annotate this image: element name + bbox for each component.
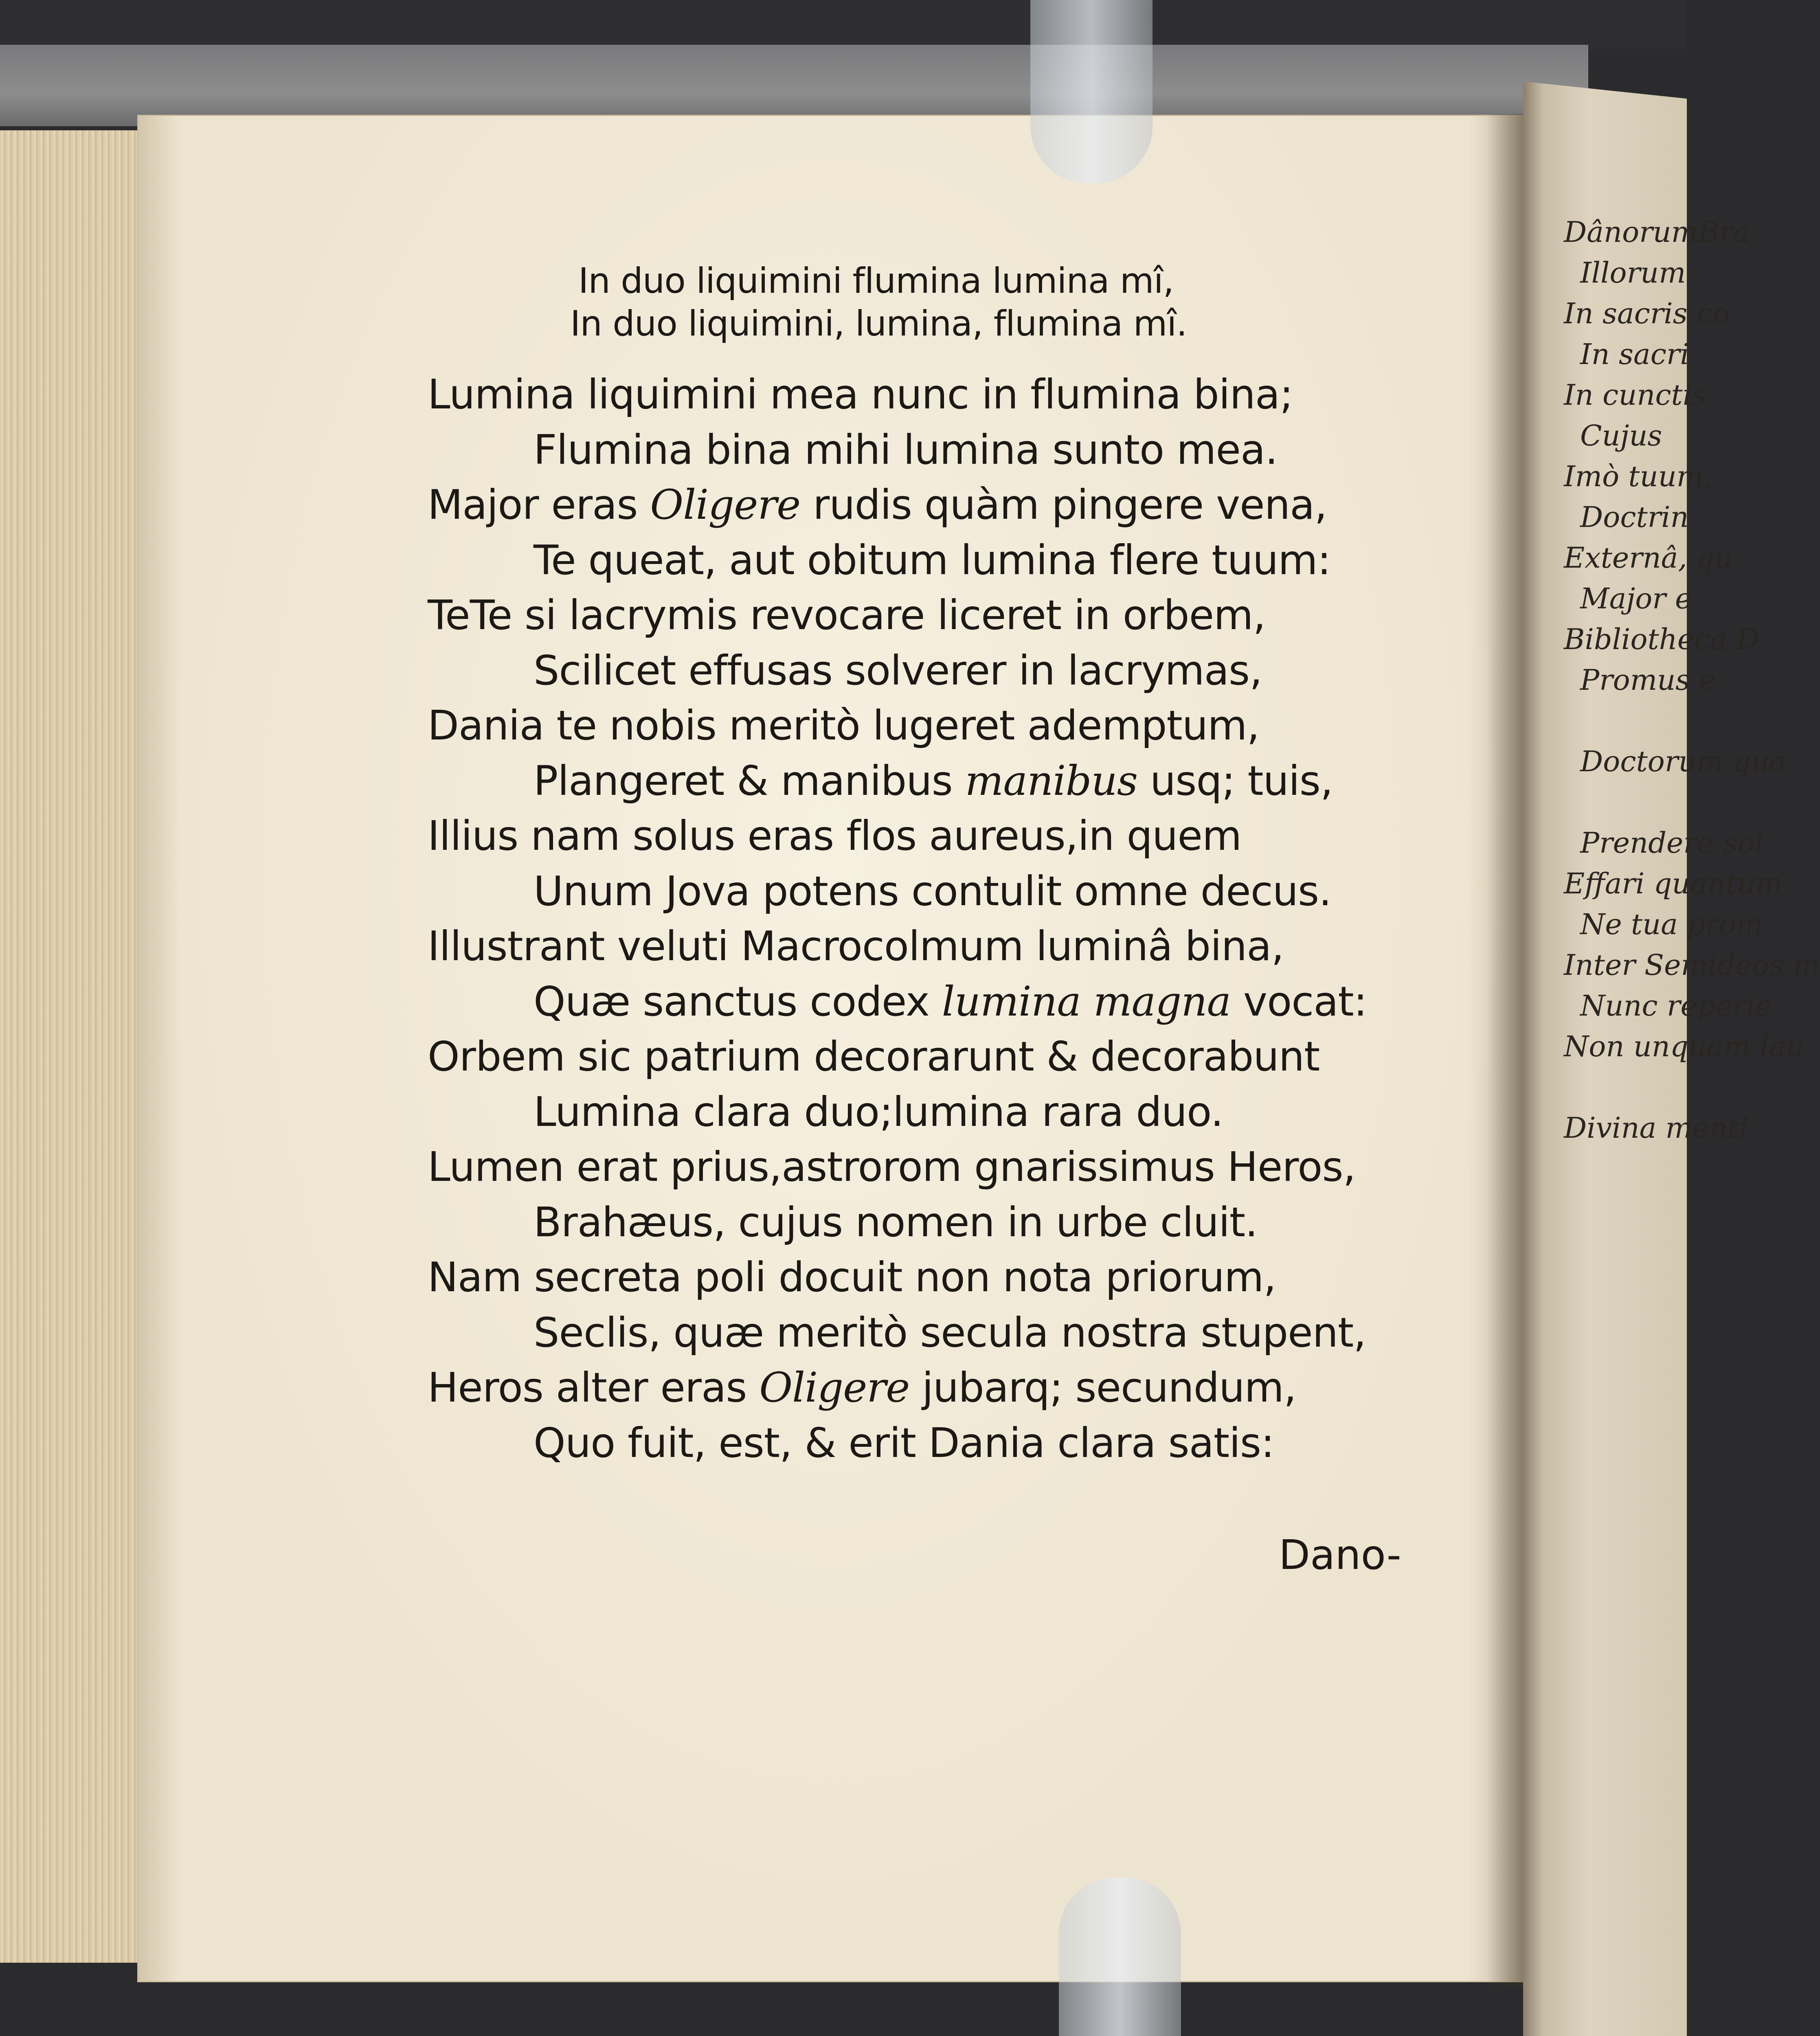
verse-line: Te queat, aut obitum lumina flere tuum: — [533, 536, 1331, 584]
verse-line: Orbem sic patrium decorarunt & decorabunt — [428, 1033, 1320, 1080]
italic-word: lumina magna — [942, 977, 1231, 1025]
verse-line: TeTe si lacrymis revocare liceret in orbem, — [428, 591, 1266, 639]
facing-page-line: Ne tua prom — [1580, 908, 1763, 941]
facing-page-line: DânorumBra — [1564, 215, 1750, 249]
catchword: Dano- — [1279, 1531, 1401, 1579]
facing-page-text — [1564, 212, 1820, 1148]
heading-line: In duo liquimini flumina lumina mî, — [578, 261, 1174, 301]
facing-page-line: Externâ, qu — [1564, 541, 1733, 575]
verse-line: Brahæus, cujus nomen in urbe cluit. — [533, 1198, 1258, 1246]
facing-page-line: Major e — [1580, 582, 1692, 615]
verse-line: Unum Jova potens contulit omne decus. — [533, 867, 1331, 915]
verse-line: Major eras Oligere rudis quàm pingere vena, — [428, 481, 1327, 529]
facing-page-line: Cujus — [1580, 419, 1662, 452]
verse-line: Lumen erat prius,astrorom gnarissimus Heros, — [428, 1143, 1356, 1191]
verse-line: Nam secreta poli docuit non nota priorum, — [428, 1253, 1276, 1301]
facing-page-line: Doctrin — [1580, 500, 1689, 534]
page-clip-bottom — [1059, 1877, 1181, 2036]
italic-word: manibus — [965, 757, 1138, 805]
facing-page-line — [1564, 700, 1687, 741]
verse-line: Lumina clara duo;lumina rara duo. — [533, 1088, 1223, 1136]
backdrop — [0, 0, 1687, 49]
facing-page-line: Effari quantum — [1564, 867, 1783, 900]
facing-page-line: Imò tuum, — [1564, 460, 1713, 493]
facing-page-line: Bibliotheca D — [1564, 623, 1759, 656]
heading-line: In duo liquimini, lumina, flumina mî. — [570, 303, 1187, 344]
verse-line: Plangeret & manibus manibus usq; tuis, — [533, 757, 1333, 805]
facing-page-line: Promus e — [1580, 663, 1716, 697]
italic-word: Oligere — [759, 1364, 910, 1411]
verse-line: Scilicet effusas solverer in lacrymas, — [533, 646, 1262, 694]
facing-page-line: In sacris co — [1564, 297, 1730, 330]
facing-page-line: In sacri — [1580, 338, 1689, 371]
verse-line: Lumina liquimini mea nunc in flumina bina; — [428, 371, 1293, 418]
verse-line: Quæ sanctus codex lumina magna vocat: — [533, 977, 1367, 1025]
facing-page-line — [1564, 782, 1687, 823]
facing-page-line: In cunctis — [1564, 378, 1706, 412]
verse-line: Illius nam solus eras flos aureus,in quem — [428, 812, 1242, 860]
facing-page-line: Divina menti — [1564, 1111, 1748, 1145]
page-clip-top — [1030, 0, 1153, 183]
verse-line: Quo fuit, est, & erit Dania clara satis: — [533, 1419, 1274, 1467]
support-foam — [0, 45, 1588, 126]
verse-line: Flumina bina mihi lumina sunto mea. — [533, 426, 1278, 474]
verse-line: Heros alter eras Oligere jubarq; secundum, — [428, 1364, 1296, 1411]
verse-line: Illustrant veluti Macrocolmum luminâ bina, — [428, 922, 1284, 970]
facing-page-line: Non unquam lau — [1564, 1030, 1805, 1063]
facing-page-line: Prendere sol — [1580, 826, 1764, 860]
facing-page-line: Doctorum qua — [1580, 745, 1787, 778]
facing-page-line: Inter Semideos m — [1564, 948, 1820, 982]
facing-page-line — [1564, 1067, 1687, 1108]
italic-word: Oligere — [650, 481, 801, 529]
verse-line: Dania te nobis meritò lugeret ademptum, — [428, 702, 1260, 749]
page-edges — [0, 130, 148, 1963]
facing-page-line: Illorum — [1580, 256, 1686, 290]
verse-line: Seclis, quæ meritò secula nostra stupent, — [533, 1308, 1366, 1356]
facing-page-line: Nunc reperie — [1580, 989, 1772, 1022]
